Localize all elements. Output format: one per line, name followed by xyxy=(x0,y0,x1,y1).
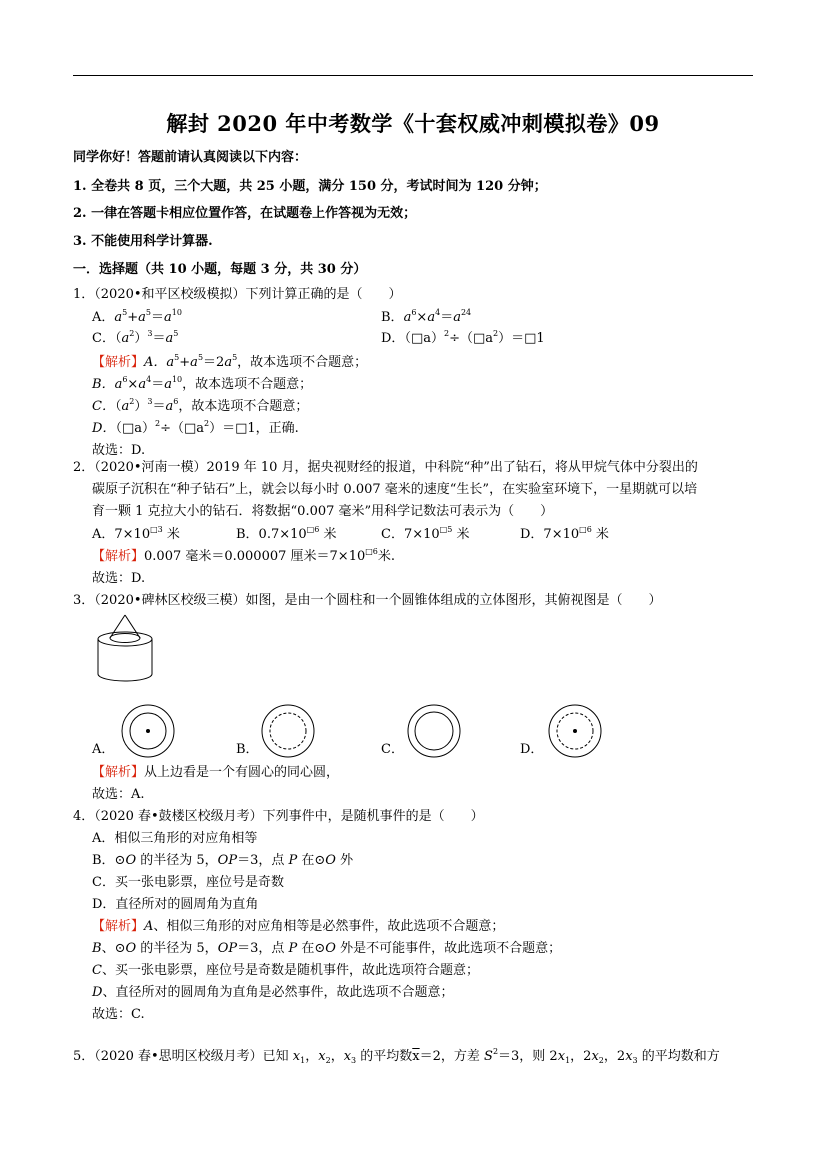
q2-solution: 【解析】0.007 毫米＝0.000007 厘米$=7\times 10^{□6}$米. xyxy=(92,547,396,564)
q1-solution-b: B．$a^6\times a^4=a^{10}$，故本选项不合题意； xyxy=(92,375,313,392)
q2-option-c: C．$7\times 10^{□5}$ 米 xyxy=(381,525,470,542)
q1-option-b: B．$a^6\times a^4=a^{24}$ xyxy=(381,308,472,325)
q5-stem: 5．（2020 春•思明区校级月考）已知 $x_1$，$x_2$，$x_3$ 的平均数$\overline{x}=2$，方差 $S^2=3$，则 $2x_1$，$2x_2$，$2x_3$ 的平均数和方 xyxy=(73,1047,720,1065)
q4-stem: 4．（2020 春•鼓楼区校级月考）下列事件中，是随机事件的是（ ） xyxy=(73,809,484,824)
q1-solution-d: D．$(□a)^2\div(□a^2)=□1$，正确. xyxy=(92,419,299,436)
intro-rule-2: 2. 一律在答题卡相应位置作答，在试题卷上作答视为无效； xyxy=(73,206,417,221)
q1-option-a: A．$a^5+a^5=a^{10}$ xyxy=(92,308,182,325)
q1-stem: 1．（2020•和平区校级模拟）下列计算正确的是（ ） xyxy=(73,287,402,302)
intro-greeting: 同学你好！答题前请认真阅读以下内容： xyxy=(73,150,308,165)
q2-stem-line-1: 2．（2020•河南一模）2019 年 10 月，据央视财经的报道，中科院“种”出了钻石，将从甲烷气体中分裂出的 xyxy=(73,460,698,475)
q4-solution-d: D、直径所对的圆周角为直角是必然事件，故此选项不合题意； xyxy=(92,985,454,1000)
q4-solution-a: 【解析】A、相似三角形的对应角相等是必然事件，故此选项不合题意； xyxy=(92,919,505,934)
q1-solution-c: C．$(a^2)^3=a^6$，故本选项不合题意； xyxy=(92,397,309,414)
intro-rule-1: 1. 全卷共 8 页，三个大题，共 25 小题，满分 150 分，考试时间为 120 分钟； xyxy=(73,179,547,194)
q3-option-a-figure xyxy=(120,703,176,759)
intro-rule-3: 3. 不能使用科学计算器. xyxy=(73,234,213,249)
section-heading: 一．选择题（共 10 小题，每题 3 分，共 30 分） xyxy=(73,262,367,277)
q3-option-b-label: B． xyxy=(236,742,259,757)
q3-solution: 【解析】从上边看是一个有圆心的同心圆， xyxy=(92,765,340,780)
q1-option-c: C．$(a^2)^3=a^5$ xyxy=(92,329,179,346)
q4-option-b: B．⊙O 的半径为 5，OP＝3，点 P 在⊙O 外 xyxy=(92,853,354,868)
page-title: 解封 2020 年中考数学《十套权威冲刺模拟卷》09 xyxy=(166,111,660,136)
q2-stem-line-3: 育一颗 1 克拉大小的钻石．将数据“0.007 毫米”用科学记数法可表示为（ ） xyxy=(92,504,554,519)
q3-option-c-label: C． xyxy=(381,742,404,757)
q4-option-c: C．买一张电影票，座位号是奇数 xyxy=(92,875,284,890)
q3-option-a-label: A． xyxy=(92,742,115,757)
q3-option-d-figure xyxy=(547,703,603,759)
header-rule xyxy=(73,75,753,76)
q2-option-d: D．$7\times 10^{□6}$ 米 xyxy=(520,525,609,542)
q4-solution-c: C、买一张电影票，座位号是奇数是随机事件，故此选项符合题意； xyxy=(92,963,479,978)
q2-option-a: A．$7\times 10^{□3}$ 米 xyxy=(92,525,180,542)
q3-option-d-label: D． xyxy=(520,742,544,757)
q2-option-b: B．$0.7\times 10^{□6}$ 米 xyxy=(236,525,337,542)
q1-answer: 故选：D. xyxy=(92,443,146,458)
q3-solid-figure xyxy=(92,612,158,686)
q1-solution-a: 【解析】A．$a^5+a^5=2a^5$，故本选项不合题意； xyxy=(92,353,368,370)
q4-answer: 故选：C. xyxy=(92,1007,145,1022)
q4-option-d: D．直径所对的圆周角为直角 xyxy=(92,897,259,912)
q2-stem-line-2: 碳原子沉积在“种子钻石”上，就会以每小时 0.007 毫米的速度“生长”，在实验室环境下，一星期就可以培 xyxy=(92,482,698,497)
q3-option-b-figure xyxy=(260,703,316,759)
q3-stem: 3．（2020•碑林区校级三模）如图，是由一个圆柱和一个圆锥体组成的立体图形，其俯视图是（ ） xyxy=(73,593,662,608)
q1-option-d: D．$(□a)^2\div(□a^2)=□1$ xyxy=(381,329,545,346)
q4-solution-b: B、⊙O 的半径为 5，OP＝3，点 P 在⊙O 外是不可能事件，故此选项不合题意； xyxy=(92,941,562,956)
q4-option-a: A．相似三角形的对应角相等 xyxy=(92,831,258,846)
q3-answer: 故选：A. xyxy=(92,787,145,802)
q3-option-c-figure xyxy=(406,703,462,759)
q2-answer: 故选：D. xyxy=(92,571,146,586)
